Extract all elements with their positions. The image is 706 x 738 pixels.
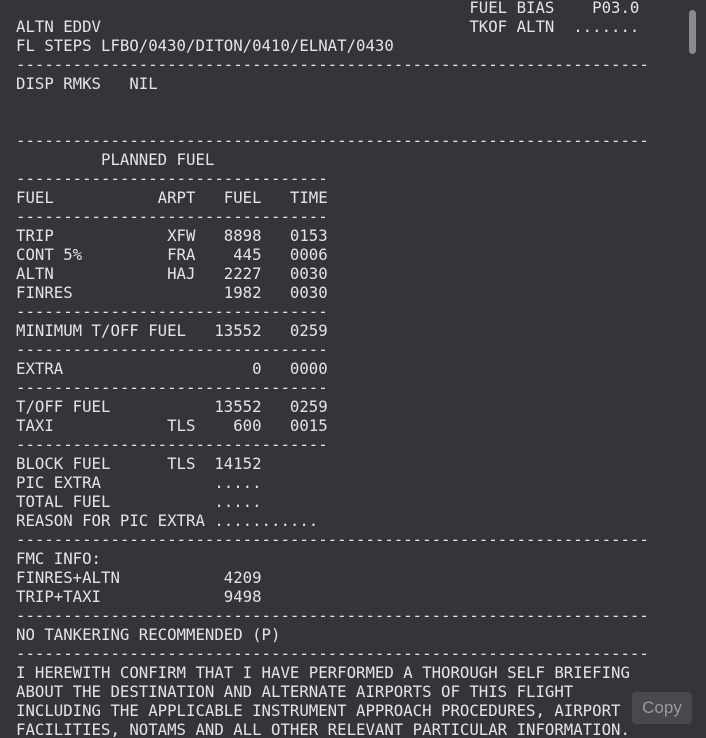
ofp-line: ------------------------------------------------------------------- (16, 55, 649, 74)
ofp-line: ALTN HAJ 2227 0030 (16, 264, 328, 283)
ofp-line: ABOUT THE DESTINATION AND ALTERNATE AIRPORTS OF THIS FLIGHT (16, 682, 574, 701)
ofp-line: PLANNED FUEL (16, 150, 215, 169)
ofp-line: --------------------------------- (16, 207, 328, 226)
ofp-line: --------------------------------- (16, 435, 328, 454)
ofp-line (16, 93, 649, 112)
ofp-line: --------------------------------- (16, 378, 328, 397)
ofp-line: ------------------------------------------------------------------- (16, 606, 649, 625)
ofp-line: FINRES 1982 0030 (16, 283, 328, 302)
ofp-line: I HEREWITH CONFIRM THAT I HAVE PERFORMED A THOROUGH SELF BRIEFING (16, 663, 630, 682)
ofp-line: FACILITIES, NOTAMS AND ALL OTHER RELEVANT PARTICULAR INFORMATION. (16, 720, 630, 738)
ofp-line: FL STEPS LFBO/0430/DITON/0410/ELNAT/0430 (16, 36, 394, 55)
ofp-line: ------------------------------------------------------------------- (16, 530, 649, 549)
ofp-line: ------------------------------------------------------------------- (16, 131, 649, 150)
ofp-line: FINRES+ALTN 4209 (16, 568, 262, 587)
ofp-line: EXTRA 0 0000 (16, 359, 328, 378)
ofp-line: TAXI TLS 600 0015 (16, 416, 328, 435)
flight-plan-text (16, 0, 649, 738)
copy-button[interactable]: Copy (632, 692, 692, 724)
ofp-line: ALTN EDDV TKOF ALTN ....... (16, 17, 640, 36)
ofp-line: --------------------------------- (16, 340, 328, 359)
ofp-line: FUEL BIAS P03.0 (16, 0, 640, 17)
ofp-line: BLOCK FUEL TLS 14152 (16, 454, 262, 473)
scrollbar-thumb[interactable] (689, 10, 696, 54)
ofp-line: PIC EXTRA ..... (16, 473, 262, 492)
ofp-line: TRIP+TAXI 9498 (16, 587, 262, 606)
ofp-line: INCLUDING THE APPLICABLE INSTRUMENT APPROACH PROCEDURES, AIRPORT (16, 701, 621, 720)
ofp-line: REASON FOR PIC EXTRA ........... (16, 511, 319, 530)
ofp-line: --------------------------------- (16, 302, 328, 321)
ofp-line: TRIP XFW 8898 0153 (16, 226, 328, 245)
ofp-line: DISP RMKS NIL (16, 74, 158, 93)
ofp-line (16, 112, 649, 131)
ofp-line: TOTAL FUEL ..... (16, 492, 262, 511)
ofp-line: T/OFF FUEL 13552 0259 (16, 397, 328, 416)
ofp-line: --------------------------------- (16, 169, 328, 188)
ofp-line: MINIMUM T/OFF FUEL 13552 0259 (16, 321, 328, 340)
ofp-line: CONT 5% FRA 445 0006 (16, 245, 328, 264)
ofp-line: FUEL ARPT FUEL TIME (16, 188, 328, 207)
ofp-line: ------------------------------------------------------------------- (16, 644, 649, 663)
ofp-line: FMC INFO: (16, 549, 102, 568)
ofp-line: NO TANKERING RECOMMENDED (P) (16, 625, 281, 644)
